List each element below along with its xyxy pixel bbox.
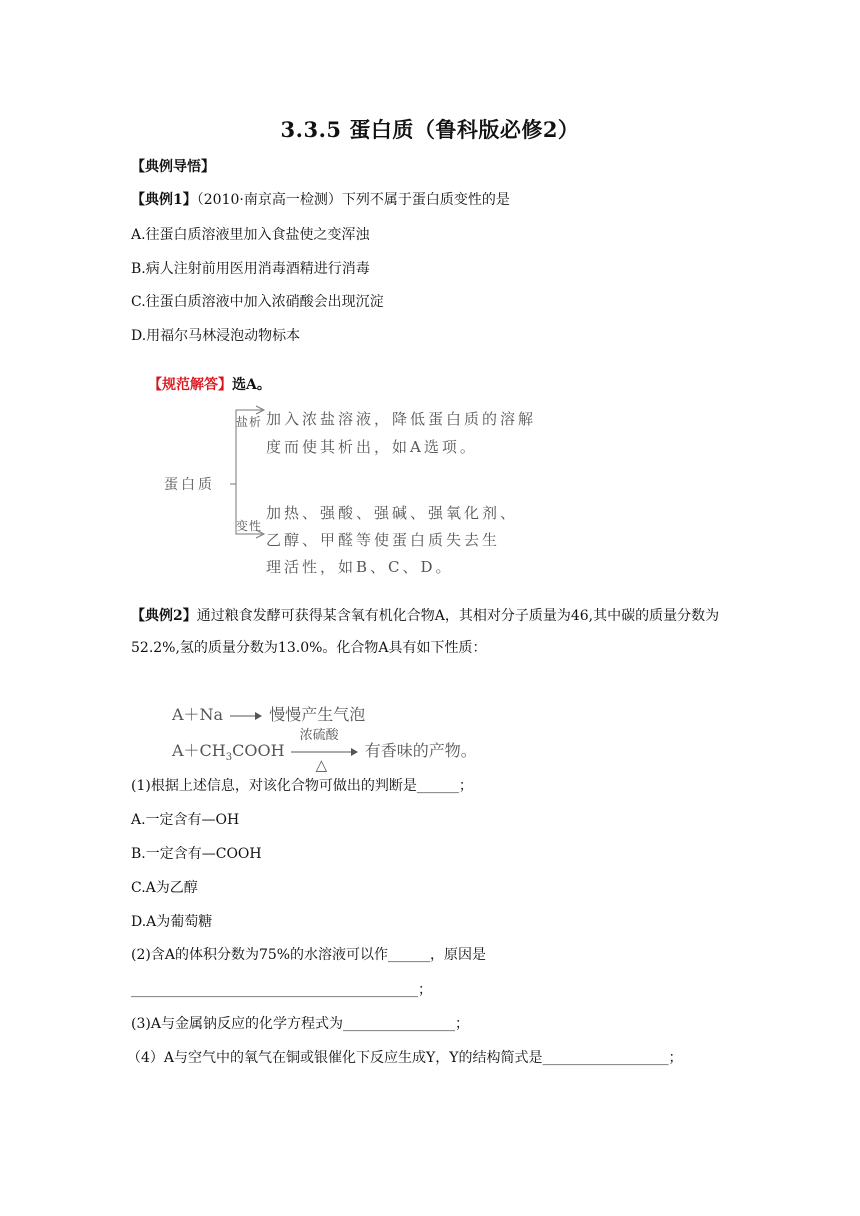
branch2-tag: 变性 xyxy=(236,519,263,533)
example1-option-a: A.往蛋白质溶液里加入食盐使之变浑浊 xyxy=(131,227,370,243)
page-title: 3.3.5 蛋白质（鲁科版必修2） xyxy=(280,117,580,142)
branch1-line1: 加入浓盐溶液，降低蛋白质的溶解 xyxy=(266,410,537,428)
question-1: (1)根据上述信息，对该化合物可做出的判断是______； xyxy=(131,778,473,794)
answer-choice: 选A。 xyxy=(232,377,271,393)
reaction2-subscript: 3 xyxy=(225,752,233,764)
reaction2-reactant-b: COOH xyxy=(232,741,285,760)
example1-option-c: C.往蛋白质溶液中加入浓硝酸会出现沉淀 xyxy=(131,294,384,310)
question-2-blank: _________________________________________； xyxy=(131,982,432,998)
branch1-tag: 盐析 xyxy=(236,415,263,429)
reaction2-arrow xyxy=(290,727,360,774)
reaction2-heat: △ xyxy=(315,755,328,774)
root-label: 蛋白质 xyxy=(164,477,215,493)
answer-figure xyxy=(148,374,548,584)
reaction1-reactants: A＋Na xyxy=(172,705,224,724)
example2-text: 通过粮食发酵可获得某含氧有机化合物A，其相对分子质量为46,其中碳的质量分数为52.2%,氢的质量分数为13.0%。化合物A具有如下性质： xyxy=(131,608,720,656)
q1-option-b: B.一定含有—COOH xyxy=(131,846,262,862)
question-2: (2)含A的体积分数为75%的水溶液可以作______，原因是 xyxy=(131,947,487,963)
q1-option-c: C.A为乙醇 xyxy=(131,880,198,896)
branch2-line3: 理活性，如B、C、D。 xyxy=(266,558,454,576)
branch2-line2: 乙醇、甲醛等使蛋白质失去生 xyxy=(266,531,501,549)
example2-label: 【典例2】 xyxy=(131,608,197,624)
branch2-line1: 加热、强酸、强碱、强氧化剂、 xyxy=(266,504,519,522)
answer-label: 【规范解答】 xyxy=(148,377,232,393)
reaction2-reactant-a: A＋CH xyxy=(172,741,226,760)
example1-option-d: D.用福尔马林浸泡动物标本 xyxy=(131,328,301,344)
section-heading: 【典例导悟】 xyxy=(131,159,215,175)
question-4: （4）A与空气中的氧气在铜或银催化下反应生成Y，Y的结构简式是__________________； xyxy=(127,1050,683,1066)
reaction2-catalyst: 浓硫酸 xyxy=(299,727,339,743)
q1-option-a: A.一定含有—OH xyxy=(131,812,240,828)
reaction2-product: 有香味的产物。 xyxy=(364,741,477,760)
example1-text: （2010·南京高一检测）下列不属于蛋白质变性的是 xyxy=(196,192,510,208)
reaction1-arrow xyxy=(228,710,264,722)
branch1-line2: 度而使其析出，如A选项。 xyxy=(266,438,478,456)
example1-question xyxy=(131,190,510,210)
example1-option-b: B.病人注射前用医用消毒酒精进行消毒 xyxy=(131,261,370,277)
reaction-2 xyxy=(172,727,477,774)
reaction-1 xyxy=(172,702,365,725)
example2-question xyxy=(131,600,731,664)
example1-label: 【典例1】 xyxy=(131,192,197,208)
q1-option-d: D.A为葡萄糖 xyxy=(131,914,213,930)
reaction1-product: 慢慢产生气泡 xyxy=(269,705,366,724)
question-3: (3)A与金属钠反应的化学方程式为________________； xyxy=(131,1016,469,1032)
